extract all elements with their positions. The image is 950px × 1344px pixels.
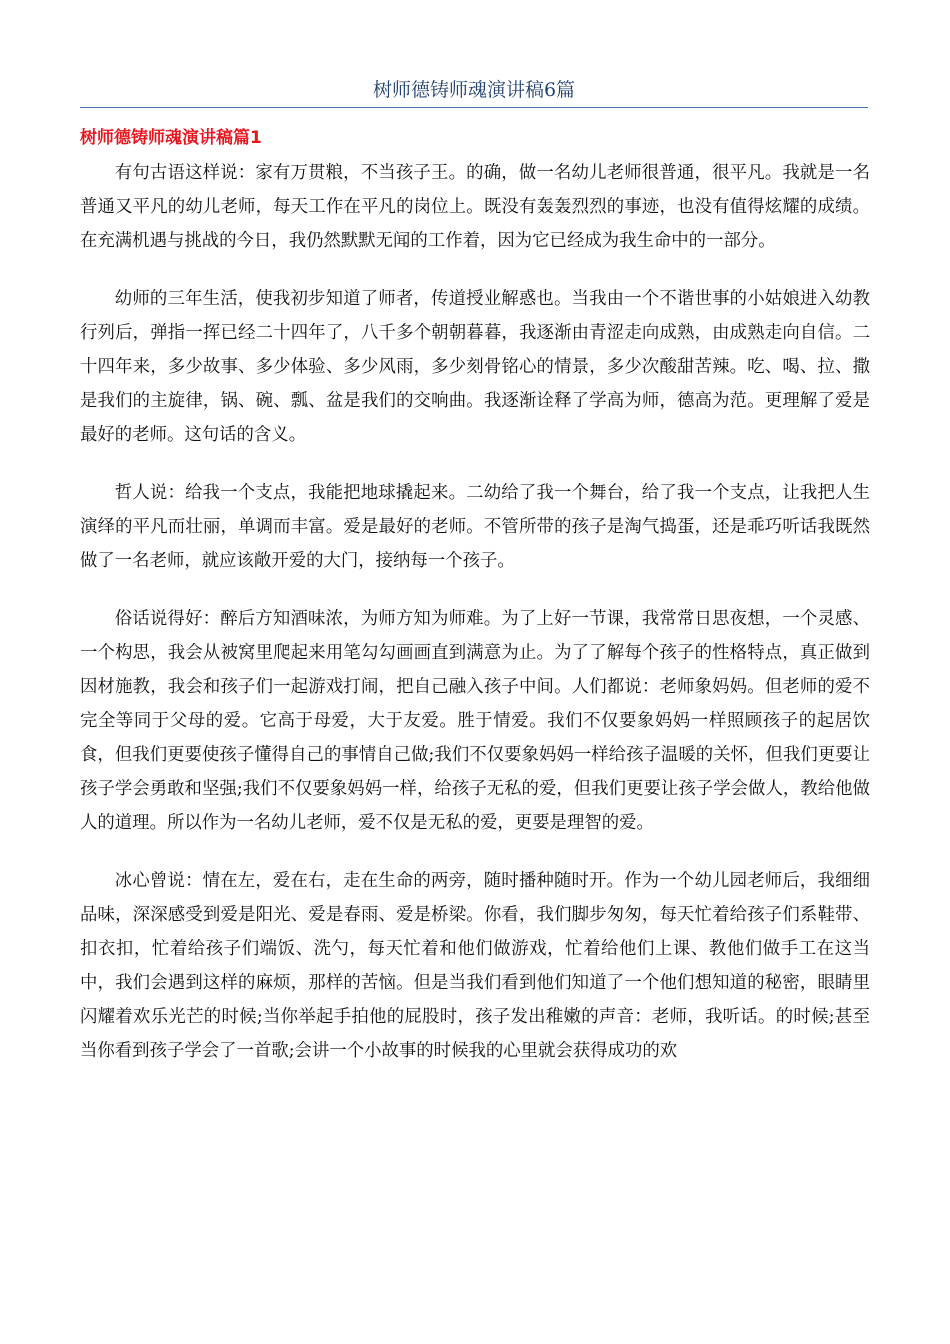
paragraph: 哲人说：给我一个支点，我能把地球撬起来。二幼给了我一个舞台，给了我一个支点，让我把人生演绎的平凡而壮丽，单调而丰富。爱是最好的老师。不管所带的孩子是淘气捣蛋，还是乖巧听话我既然做了一名老师，就应该敞开爱的大门，接纳每一个孩子。	[80, 483, 870, 571]
document-body	[80, 156, 870, 1092]
header-divider	[80, 107, 868, 108]
paragraph: 有句古语这样说：家有万贯粮，不当孩子王。的确，做一名幼儿老师很普通，很平凡。我就是一名普通又平凡的幼儿老师，每天工作在平凡的岗位上。既没有轰轰烈烈的事迹，也没有值得炫耀的成绩。在充满机遇与挑战的今日，我仍然默默无闻的工作着，因为它已经成为我生命中的一部分。	[80, 163, 870, 251]
paragraph: 俗话说得好：醉后方知酒味浓，为师方知为师难。为了上好一节课，我常常日思夜想，一个灵感、一个构思，我会从被窝里爬起来用笔勾勾画画直到满意为止。为了了解每个孩子的性格特点，真正做到因材施教，我会和孩子们一起游戏打闹，把自己融入孩子中间。人们都说：老师象妈妈。但老师的爱不完全等同于父母的爱。它高于母爱，大于友爱。胜于情爱。我们不仅要象妈妈一样照顾孩子的起居饮食，但我们更要使孩子懂得自己的事情自己做;我们不仅要象妈妈一样给孩子温暖的关怀，但我们更要让孩子学会勇敢和坚强;我们不仅要象妈妈一样，给孩子无私的爱，但我们更要让孩子学会做人，教给他做人的道理。所以作为一名幼儿老师，爱不仅是无私的爱，更要是理智的爱。	[80, 609, 870, 833]
document-header-title: 树师德铸师魂演讲稿6篇	[372, 79, 576, 101]
paragraph: 冰心曾说：情在左，爱在右，走在生命的两旁，随时播种随时开。作为一个幼儿园老师后，我细细品味，深深感受到爱是阳光、爱是春雨、爱是桥梁。你看，我们脚步匆匆，每天忙着给孩子们系鞋带、扣衣扣，忙着给孩子们端饭、洗勺，每天忙着和他们做游戏，忙着给他们上课、教他们做手工在这当中，我们会遇到这样的麻烦，那样的苦恼。但是当我们看到他们知道了一个他们想知道的秘密，眼睛里闪耀着欢乐光芒的时候;当你举起手拍他的屁股时，孩子发出稚嫩的声音：老师，我听话。的时候;甚至当你看到孩子学会了一首歌;会讲一个小故事的时候我的心里就会获得成功的欢	[80, 871, 870, 1061]
paragraph: 幼师的三年生活，使我初步知道了师者，传道授业解惑也。当我由一个不谐世事的小姑娘进入幼教行列后，弹指一挥已经二十四年了，八千多个朝朝暮暮，我逐渐由青涩走向成熟，由成熟走向自信。二十四年来，多少故事、多少体验、多少风雨，多少刻骨铭心的情景，多少次酸甜苦辣。吃、喝、拉、撒是我们的主旋律，锅、碗、瓢、盆是我们的交响曲。我逐渐诠释了学高为师，德高为范。更理解了爱是最好的老师。这句话的含义。	[80, 289, 870, 445]
section-title: 树师德铸师魂演讲稿篇1	[80, 128, 262, 148]
